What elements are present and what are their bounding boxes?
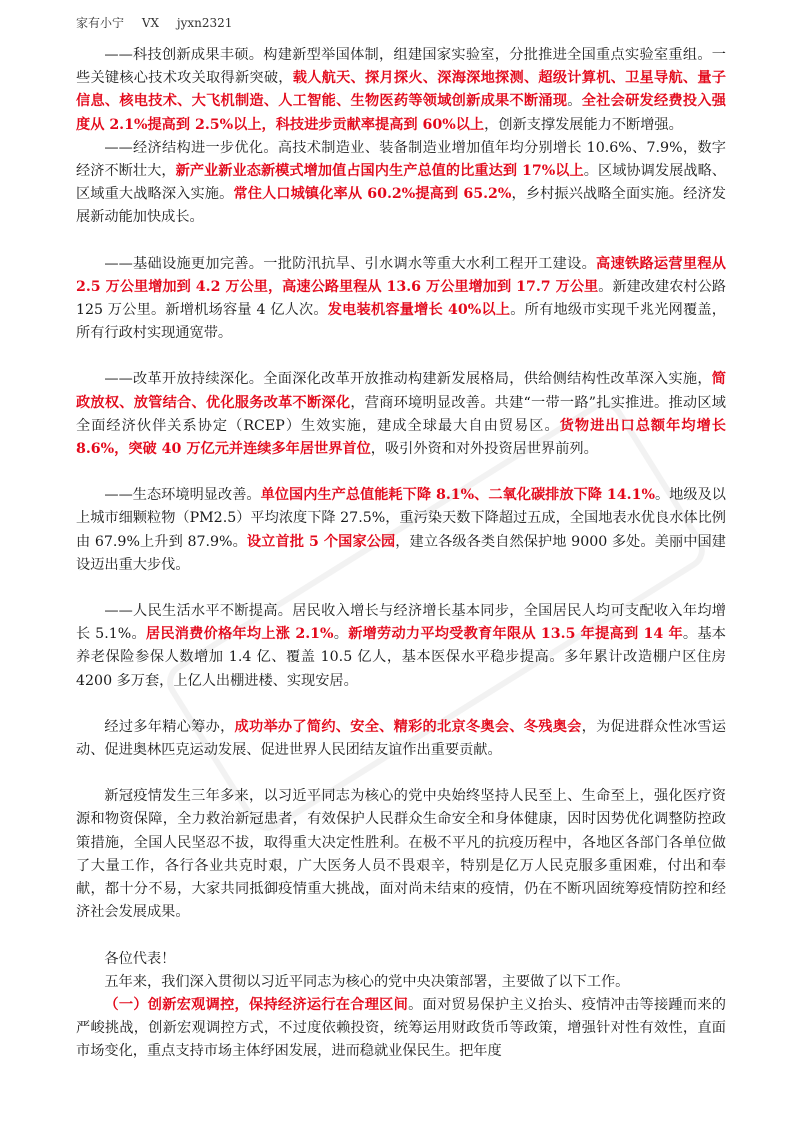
body-text: 。 (567, 93, 582, 110)
header-vx-label: VX (141, 16, 160, 30)
highlight-text: 居民消费价格年均上涨 2.1% (145, 626, 334, 643)
document-body (76, 44, 726, 1064)
paragraph-olympics (76, 716, 726, 762)
body-text: ——基础设施更加完善。一批防汛抗旱、引水调水等重大水利工程开工建设。 (104, 255, 597, 272)
paragraph-covid (76, 785, 726, 924)
body-text: 。面对贸易保护主义抬头、疫情冲击等接踵而来的严峻挑战，创新宏观调控方式，不过度依赖投资，统筹运用财政货币等政策，增强针对性有效性，直面市场变化，重点支持市场主体纾困发展，进而稳就业保民生。把年度 (76, 996, 726, 1060)
body-text: ，吸引外资和对外投资居世界前列。 (370, 441, 598, 458)
highlight-text: 新增劳动力平均受教育年限从 13.5 年提高到 14 年 (348, 626, 683, 643)
body-text: 。新建改建农村公路 125 万公里。新增机场容量 4 亿人次。 (76, 278, 726, 319)
highlight-text: 货物进出口总额年均增长 8.6%，突破 40 万亿元并连续多年居世界首位 (76, 417, 726, 458)
paragraph-macro-control (76, 994, 726, 1064)
highlight-text: 成功举办了简约、安全、精彩的北京冬奥会、冬残奥会 (234, 718, 582, 735)
body-text: ——改革开放持续深化。全面深化改革开放推动构建新发展格局，供给侧结构性改革深入实施， (104, 371, 712, 388)
body-text: ——科技创新成果丰硕。构建新型举国体制，组建国家实验室，分批推进全国重点实验室重组。一些关键核心技术攻关取得新突破， (76, 47, 726, 87)
header-vx-id: jyxn2321 (176, 16, 233, 30)
paragraph-greeting (76, 948, 726, 971)
body-text: 经过多年精心筹办， (104, 718, 235, 735)
body-text: ，营商环境明显改善。共建“一带一路”扎实推进。推动区域全面经济伙伴关系协定（RCEP）生效实施，建成全球最大自由贸易区。 (76, 394, 726, 434)
body-text: ，为促进群众性冰雪运动、促进奥林匹克运动发展、促进世界人民团结友谊作出重要贡献。 (76, 718, 726, 759)
highlight-text: 发电装机容量增长 40%以上 (327, 302, 511, 319)
body-text: 。基本养老保险参保人数增加 1.4 亿、覆盖 10.5 亿人，基本医保水平稳步提高。多年累计改造棚户区住房 4200 多万套，上亿人出棚进楼、实现安居。 (76, 626, 726, 689)
highlight-text: 简政放权、放管结合、优化服务改革不断深化 (76, 371, 726, 411)
body-text: 。区域协调发展战略、区域重大战略深入实施。 (76, 163, 726, 203)
highlight-text: 常住人口城镇化率从 60.2%提高到 65.2% (233, 186, 512, 203)
highlight-text: 全社会研发经费投入强度从 2.1%提高到 2.5%以上，科技进步贡献率提高到 60%以上 (76, 93, 726, 133)
paragraph-five-years (76, 971, 726, 994)
body-text: ——人民生活水平不断提高。居民收入增长与经济增长基本同步，全国居民人均可支配收入年均增长 5.1%。 (76, 603, 726, 643)
body-text: 。地级及以上城市细颗粒物（PM2.5）平均浓度下降 27.5%，重污染天数下降超过五成，全国地表水优良水体比例由 67.9%上升到 87.9%。 (76, 487, 726, 550)
body-text: ——经济结构进一步优化。高技术制造业、装备制造业增加值年均分别增长 10.6%、7.9%，数字经济不断壮大， (76, 139, 726, 180)
body-text: 五年来，我们深入贯彻以习近平同志为核心的党中央决策部署，主要做了以下工作。 (104, 973, 630, 990)
highlight-text: 设立首批 5 个国家公园 (246, 533, 396, 550)
body-text: ，创新支撑发展能力不断增强。 (484, 116, 683, 133)
body-text: 新冠疫情发生三年多来，以习近平同志为核心的党中央始终坚持人民至上、生命至上，强化医疗资源和物资保障，全力救治新冠患者，有效保护人民群众生命安全和身体健康，因时因势优化调整防控政策措施，全国人民坚忍不拔，取得重大决定性胜利。在极不平凡的抗疫历程中，各地区各部门各单位做了大量工作，各行各业共克时艰，广大医务人员不畏艰辛，特别是亿万人民克服多重困难，付出和奉献，都十分不易，大家共同抵御疫情重大挑战，面对尚未结束的疫情，仍在不断巩固统筹疫情防控和经济社会发展成果。 (76, 788, 726, 921)
paragraph-infrastructure (76, 253, 726, 346)
highlight-text: 单位国内生产总值能耗下降 8.1%、二氧化碳排放下降 14.1% (260, 487, 655, 504)
body-text: ，乡村振兴战略全面实施。经济发展新动能加快成长。 (76, 186, 726, 226)
page-header (76, 14, 246, 31)
body-text: ，建立各级各类自然保护地 9000 多处。美丽中国建设迈出重大步伐。 (76, 533, 726, 573)
paragraph-economy (76, 137, 726, 230)
paragraph-livelihood (76, 600, 726, 693)
body-text: 。 (333, 626, 349, 643)
paragraph-tech (76, 44, 726, 137)
highlight-text: 新产业新业态新模式增加值占国内生产总值的比重达到 17%以上 (175, 163, 584, 180)
highlight-text: 载人航天、探月探火、深海深地探测、超级计算机、卫星导航、量子信息、核电技术、大飞机制造、人工智能、生物医药等领域创新成果不断涌现 (76, 70, 726, 110)
highlight-text: 高速铁路运营里程从 2.5 万公里增加到 4.2 万公里，高速公路里程从 13.6 万公里增加到 17.7 万公里 (76, 255, 726, 295)
highlight-text: （一）创新宏观调控，保持经济运行在合理区间 (104, 996, 409, 1013)
body-text: 各位代表！ (104, 950, 176, 967)
paragraph-reform (76, 368, 726, 461)
header-brand: 家有小宁 (76, 16, 125, 30)
paragraph-ecology (76, 484, 726, 577)
body-text: 。所有地级市实现千兆光网覆盖，所有行政村实现通宽带。 (76, 302, 726, 342)
body-text: ——生态环境明显改善。 (104, 487, 261, 504)
